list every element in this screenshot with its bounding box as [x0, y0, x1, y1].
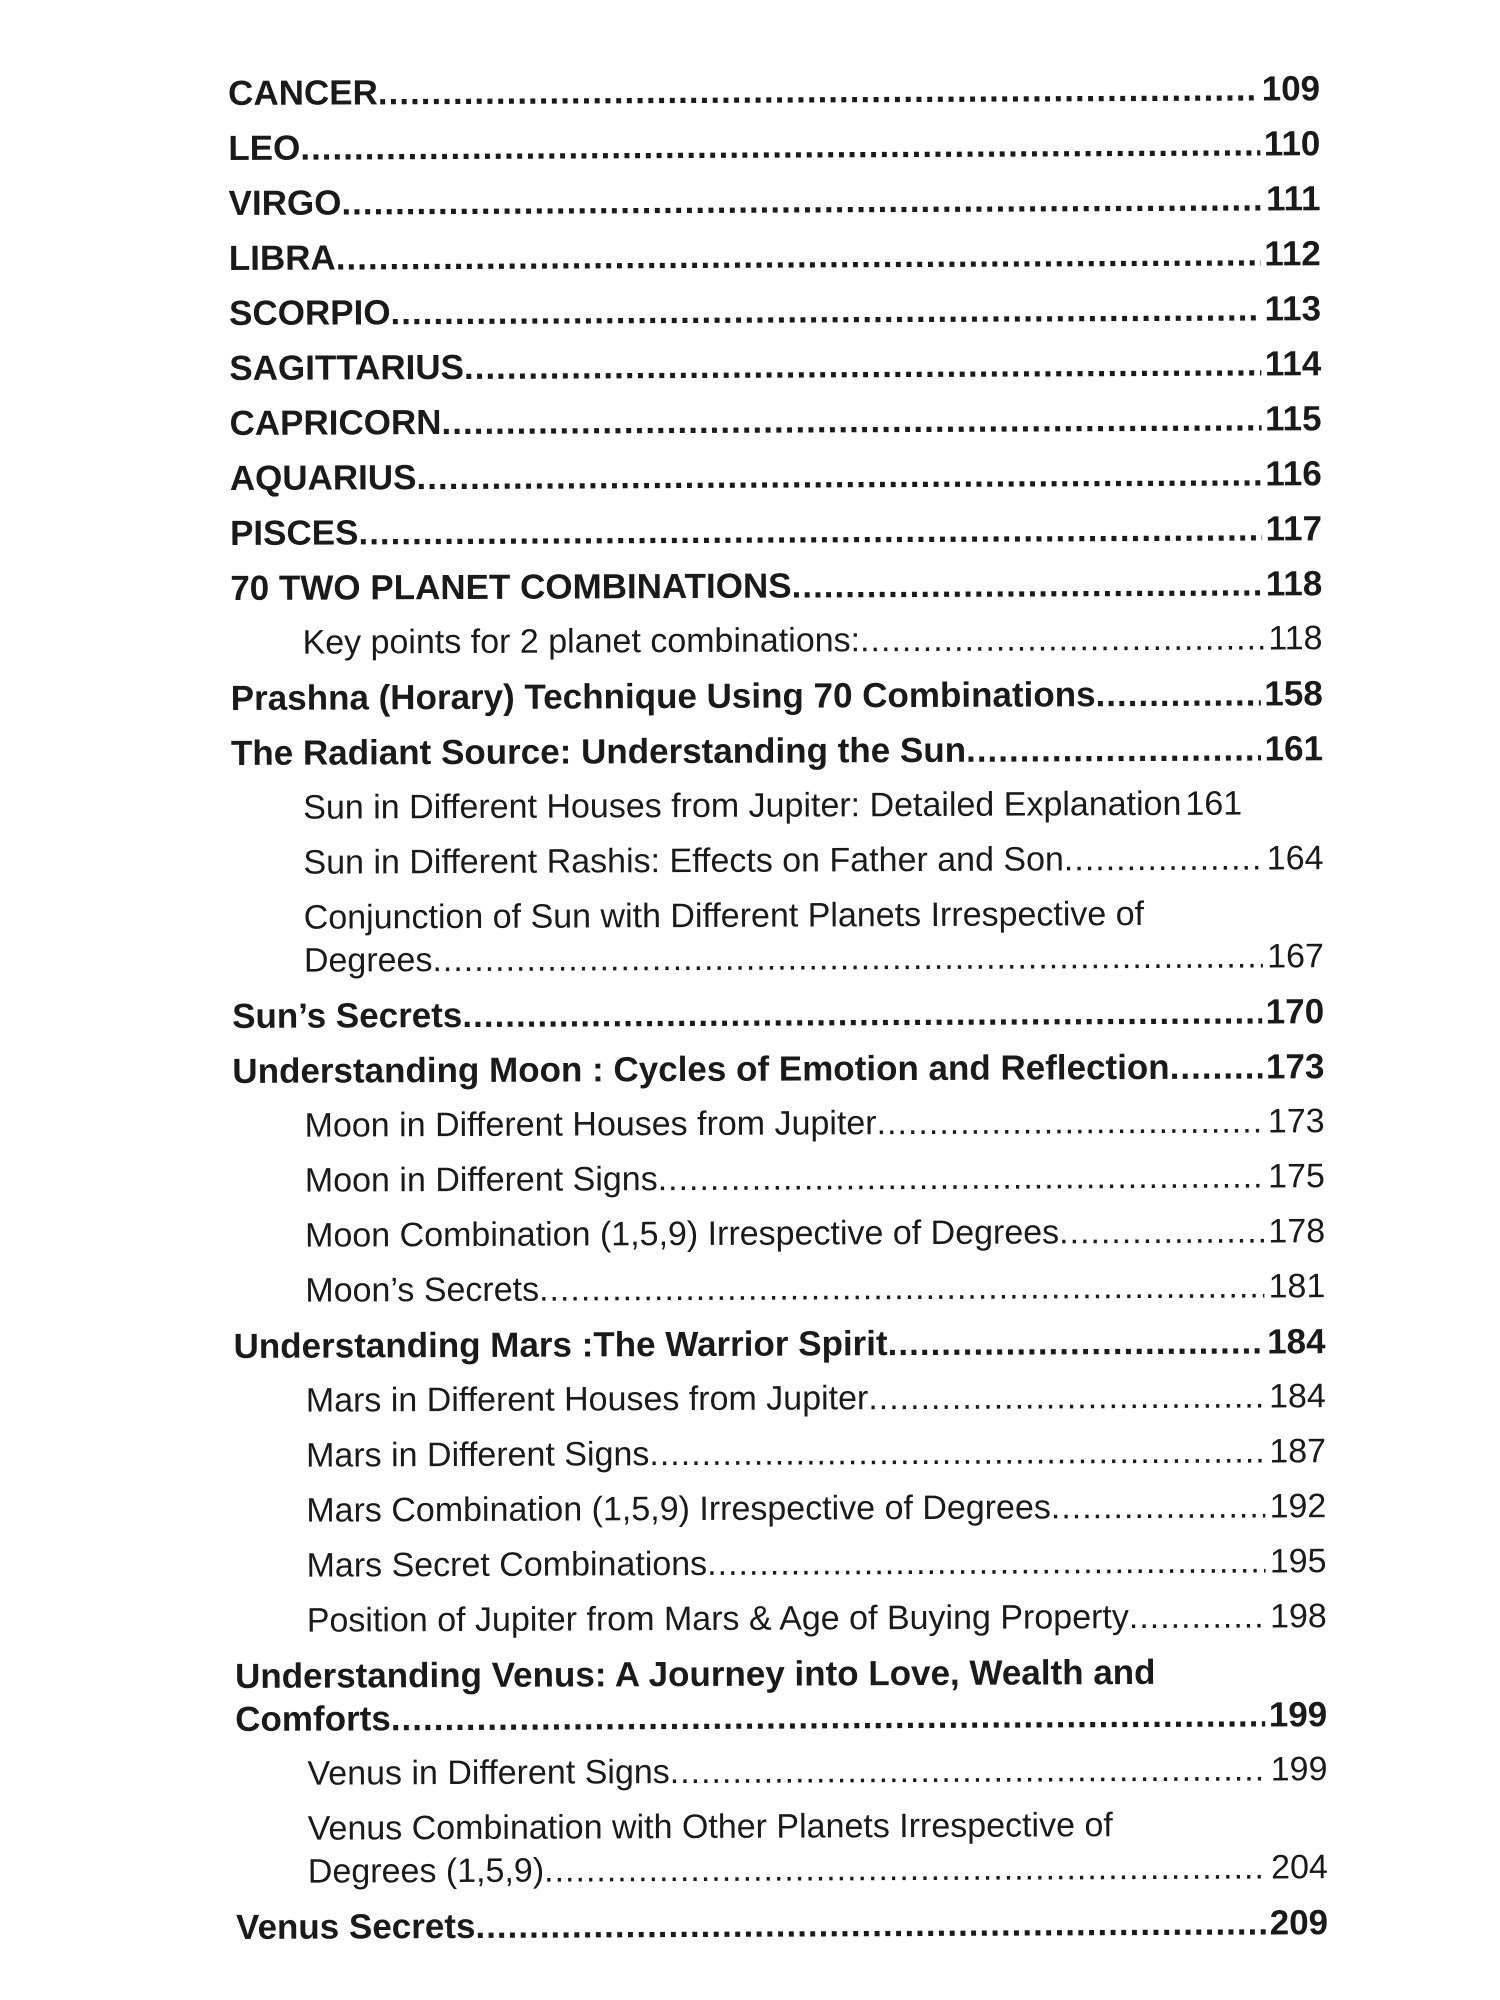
toc-entry[interactable]	[230, 611, 1322, 671]
toc-entry[interactable]	[231, 666, 1323, 726]
dot-leader	[416, 452, 1261, 499]
toc-page-number: 113	[1264, 289, 1322, 329]
toc-entry[interactable]	[234, 1534, 1326, 1594]
toc-entry[interactable]	[234, 1369, 1326, 1429]
toc-page-number: 204	[1271, 1848, 1328, 1887]
toc-entry[interactable]	[236, 1797, 1328, 1900]
toc-entry-title: LIBRA	[228, 238, 336, 278]
toc-entry-title: AQUARIUS	[229, 458, 417, 498]
toc-entry-title: Comforts	[235, 1699, 391, 1739]
toc-entry-title: Understanding Venus: A Journey into Love, Wealth and	[234, 1652, 1156, 1696]
toc-page-number: 209	[1269, 1903, 1329, 1943]
toc-entry-title: Degrees (1,5,9)	[307, 1851, 545, 1891]
toc-entry-title: Conjunction of Sun with Different Planets Irrespective of	[303, 895, 1145, 937]
toc-entry-title: The Radiant Source: Understanding the Sun	[230, 730, 967, 773]
toc-entry[interactable]	[230, 501, 1322, 561]
toc-entry-title: Understanding Moon : Cycles of Emotion and Reflection	[232, 1047, 1170, 1091]
toc-page-number: 118	[1265, 564, 1323, 604]
dot-leader	[464, 342, 1261, 388]
toc-entry-title: Key points for 2 planet combinations:	[302, 621, 861, 662]
toc-entry[interactable]	[229, 226, 1321, 286]
dot-leader	[539, 1265, 1265, 1311]
toc-entry[interactable]	[233, 1259, 1325, 1319]
toc-entry-title: Understanding Mars :The Warrior Spirit	[233, 1324, 888, 1366]
toc-entry-title: Mars Combination (1,5,9) Irrespective of Degrees	[306, 1488, 1051, 1530]
toc-entry-title: CANCER	[228, 73, 378, 113]
dot-leader	[432, 935, 1263, 982]
toc-entry-title: Moon’s Secrets	[305, 1270, 540, 1310]
toc-entry-title: Sun in Different Rashis: Effects on Father and Son	[303, 840, 1064, 882]
toc-entry-title: Venus Secrets	[236, 1906, 476, 1947]
toc-page-number: 173	[1267, 1102, 1325, 1141]
toc-page-number: 181	[1268, 1267, 1326, 1306]
toc-page-number: 192	[1269, 1487, 1327, 1526]
dot-leader	[707, 1540, 1266, 1585]
toc-entry[interactable]	[231, 776, 1323, 836]
toc-entry-title: CAPRICORN	[229, 403, 442, 443]
toc-entry-title: Sun in Different Houses from Jupiter: Detailed Explanation	[303, 784, 1182, 827]
toc-page-number: 184	[1267, 1322, 1326, 1362]
toc-entry-title: Sun’s Secrets	[232, 995, 463, 1036]
toc-page-number: 161	[1185, 784, 1243, 823]
dot-leader	[876, 1100, 1263, 1145]
dot-leader	[860, 617, 1264, 662]
toc-page-number: 112	[1264, 234, 1321, 274]
dot-leader	[1064, 837, 1263, 881]
toc-entry-title: Degrees	[303, 941, 433, 980]
dot-leader	[1129, 1595, 1266, 1639]
toc-page-number: 116	[1265, 454, 1322, 494]
toc-page-number: 199	[1270, 1750, 1328, 1789]
toc-page-number: 158	[1264, 674, 1323, 714]
toc-entry-title: Venus Combination with Other Planets Irrespective of	[307, 1806, 1113, 1848]
dot-leader	[868, 1375, 1265, 1420]
toc-entry-title: Moon in Different Signs	[304, 1160, 658, 1200]
dot-leader	[358, 507, 1261, 554]
toc-page-number: 184	[1268, 1377, 1326, 1416]
toc-page-number: 111	[1265, 179, 1321, 219]
toc-entry-title: Moon Combination (1,5,9) Irrespective of Degrees	[305, 1213, 1060, 1255]
dot-leader	[658, 1155, 1265, 1201]
toc-entry-title-line1	[235, 1650, 1327, 1698]
toc-entry[interactable]	[236, 1895, 1328, 1955]
toc-page-number: 198	[1269, 1597, 1327, 1636]
toc-page-number: 167	[1267, 937, 1324, 976]
toc-entry[interactable]	[230, 556, 1322, 616]
dot-leader	[670, 1748, 1267, 1794]
toc-entry[interactable]	[229, 391, 1321, 451]
dot-leader	[391, 1693, 1265, 1740]
dot-leader	[390, 287, 1260, 334]
dot-leader	[888, 1320, 1264, 1365]
dot-leader	[336, 232, 1261, 279]
toc-entry[interactable]	[228, 171, 1320, 231]
toc-entry-title: Moon in Different Houses from Jupiter	[304, 1104, 877, 1145]
dot-leader	[475, 1901, 1265, 1947]
toc-entry[interactable]	[228, 61, 1320, 121]
toc-entry-title: SCORPIO	[228, 293, 391, 333]
toc-page-number: 195	[1269, 1542, 1327, 1581]
toc-entry[interactable]	[231, 831, 1323, 891]
toc-entry[interactable]	[234, 1479, 1326, 1539]
toc-page-number: 114	[1264, 344, 1322, 384]
dot-leader	[544, 1846, 1267, 1892]
toc-page-number: 109	[1261, 69, 1321, 109]
toc-page-number: 173	[1265, 1047, 1325, 1087]
dot-leader	[341, 177, 1262, 224]
toc-entry-title-line1	[304, 892, 1324, 939]
toc-entry[interactable]	[229, 281, 1321, 341]
dot-leader	[1170, 1045, 1263, 1088]
toc-page-number: 199	[1268, 1695, 1328, 1735]
toc-page-number: 164	[1266, 839, 1324, 878]
toc-entry[interactable]	[233, 1314, 1325, 1374]
dot-leader	[1095, 673, 1260, 717]
toc-entry-title: Mars in Different Signs	[305, 1435, 650, 1475]
dot-leader	[441, 397, 1261, 444]
dot-leader	[378, 68, 1258, 115]
toc-entry[interactable]	[230, 446, 1322, 506]
toc-page-number: 117	[1265, 509, 1323, 549]
dot-leader	[1059, 1210, 1264, 1254]
toc-page-number: 178	[1268, 1212, 1326, 1251]
toc-entry[interactable]	[232, 886, 1324, 989]
toc-page-number: 110	[1263, 124, 1321, 164]
toc-entry[interactable]	[235, 1589, 1327, 1649]
toc-entry[interactable]	[228, 116, 1320, 176]
toc-entry[interactable]	[234, 1424, 1326, 1484]
toc-entry-title: Mars in Different Houses from Jupiter	[305, 1379, 869, 1420]
toc-entry[interactable]	[235, 1742, 1327, 1802]
dot-leader	[1051, 1485, 1266, 1529]
toc-page-number: 115	[1264, 399, 1322, 439]
toc-entry-title: Prashna (Horary) Technique Using 70 Combinations	[230, 675, 1096, 718]
toc-entry-title: PISCES	[229, 513, 359, 553]
toc-entry[interactable]	[232, 1039, 1324, 1099]
toc-page-number: 161	[1264, 729, 1324, 769]
toc-entry[interactable]	[233, 1149, 1325, 1209]
dot-leader	[791, 562, 1261, 607]
toc-entry-title-line1	[308, 1803, 1328, 1850]
toc-entry-title: Position of Jupiter from Mars & Age of Buying Property	[306, 1598, 1129, 1640]
toc-entry-title: Venus in Different Signs	[307, 1753, 670, 1793]
toc-entry[interactable]	[233, 1204, 1325, 1264]
table-of-contents	[228, 61, 1328, 1955]
toc-entry[interactable]	[232, 984, 1324, 1044]
toc-page-number: 175	[1268, 1157, 1325, 1196]
dot-leader	[649, 1430, 1265, 1476]
toc-page-number: 118	[1268, 619, 1323, 658]
dot-leader	[966, 728, 1261, 772]
dot-leader	[300, 122, 1260, 169]
toc-entry[interactable]	[235, 1644, 1327, 1747]
toc-entry-title: Mars Secret Combinations	[306, 1544, 708, 1585]
toc-entry[interactable]	[231, 721, 1323, 781]
dot-leader	[462, 990, 1262, 1036]
toc-entry-title: VIRGO	[228, 183, 342, 223]
toc-page-number: 170	[1265, 992, 1325, 1032]
toc-entry-title: LEO	[228, 128, 301, 168]
toc-entry[interactable]	[229, 336, 1321, 396]
toc-entry[interactable]	[233, 1094, 1325, 1154]
toc-page-number: 187	[1269, 1432, 1327, 1471]
toc-entry-title: 70 TWO PLANET COMBINATIONS	[230, 566, 792, 608]
toc-entry-title: SAGITTARIUS	[229, 347, 465, 388]
